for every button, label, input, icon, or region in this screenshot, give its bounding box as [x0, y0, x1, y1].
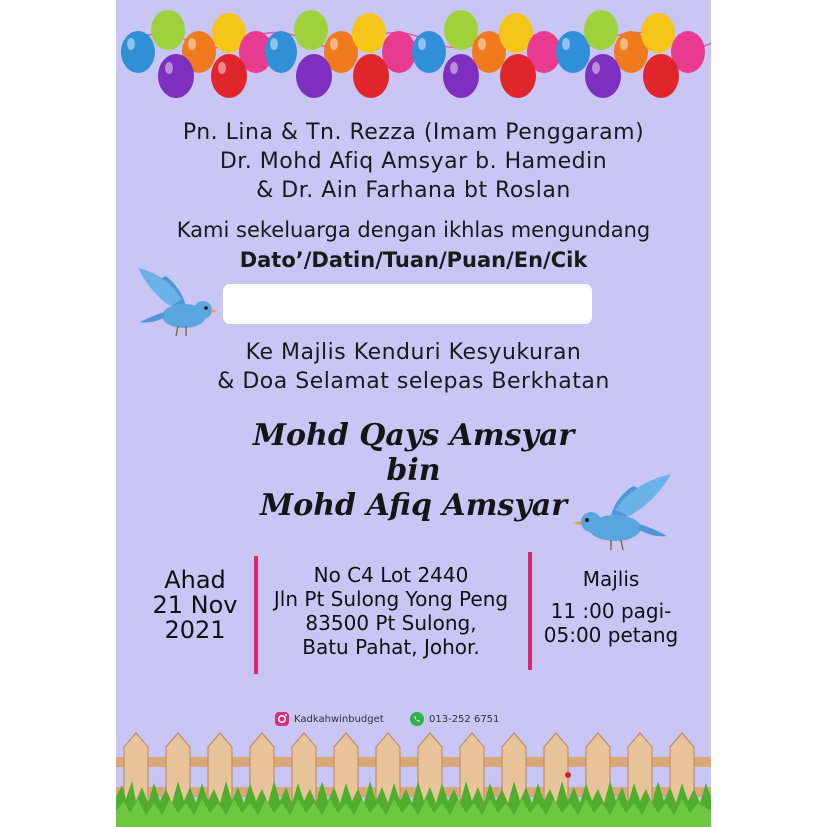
- bird-icon: [136, 266, 218, 342]
- invitation-line-1: Kami sekeluarga dengan ikhlas mengundang: [176, 218, 651, 242]
- guest-name-box: [223, 284, 592, 324]
- event-line-1: Ke Majlis Kenduri Kesyukuran: [245, 340, 582, 365]
- time-end: 05:00 petang: [543, 623, 679, 647]
- event-block: [116, 338, 711, 396]
- balloon-icon: [121, 10, 705, 98]
- time-block: [531, 567, 691, 647]
- address-line-2: Jln Pt Sulong Yong Peng: [273, 587, 509, 611]
- time-start: 11 :00 pagi-: [550, 599, 672, 623]
- time-label: Majlis: [582, 567, 640, 591]
- address-line-4: Batu Pahat, Johor.: [302, 635, 480, 659]
- date-date: 21 Nov: [152, 591, 238, 619]
- instagram-contact: [274, 711, 384, 727]
- instagram-handle: Kadkahwinbudget: [294, 713, 384, 725]
- child-name-line-1: Mohd Qays Amsyar: [252, 418, 575, 453]
- whatsapp-contact: [409, 711, 499, 727]
- address-line-3: 83500 Pt Sulong,: [305, 611, 477, 635]
- child-name-line-2: bin: [386, 453, 441, 488]
- date-year: 2021: [164, 616, 226, 644]
- hosts-line-2: Dr. Mohd Afiq Amsyar b. Hamedin: [219, 149, 608, 174]
- address-line-1: No C4 Lot 2440: [313, 563, 469, 587]
- instagram-icon: [274, 711, 290, 727]
- hosts-line-1: Pn. Lina & Tn. Rezza (Imam Penggaram): [182, 120, 645, 145]
- date-day: Ahad: [164, 566, 226, 594]
- balloon-garland: [116, 0, 711, 110]
- fence-grass-illustration: [116, 727, 711, 827]
- child-name-line-3: Mohd Afiq Amsyar: [259, 488, 568, 523]
- whatsapp-number: 013-252 6751: [429, 713, 500, 725]
- bird-icon: [571, 472, 673, 554]
- address-block: [256, 563, 526, 659]
- invitation-line-2: Dato’/Datin/Tuan/Puan/En/Cik: [239, 248, 588, 272]
- date-block: [144, 568, 246, 643]
- event-line-2: & Doa Selamat selepas Berkhatan: [217, 369, 610, 394]
- hosts-block: [116, 118, 711, 205]
- hosts-line-3: & Dr. Ain Farhana bt Roslan: [256, 178, 571, 203]
- invitation-card: [116, 0, 711, 827]
- whatsapp-icon: [409, 711, 425, 727]
